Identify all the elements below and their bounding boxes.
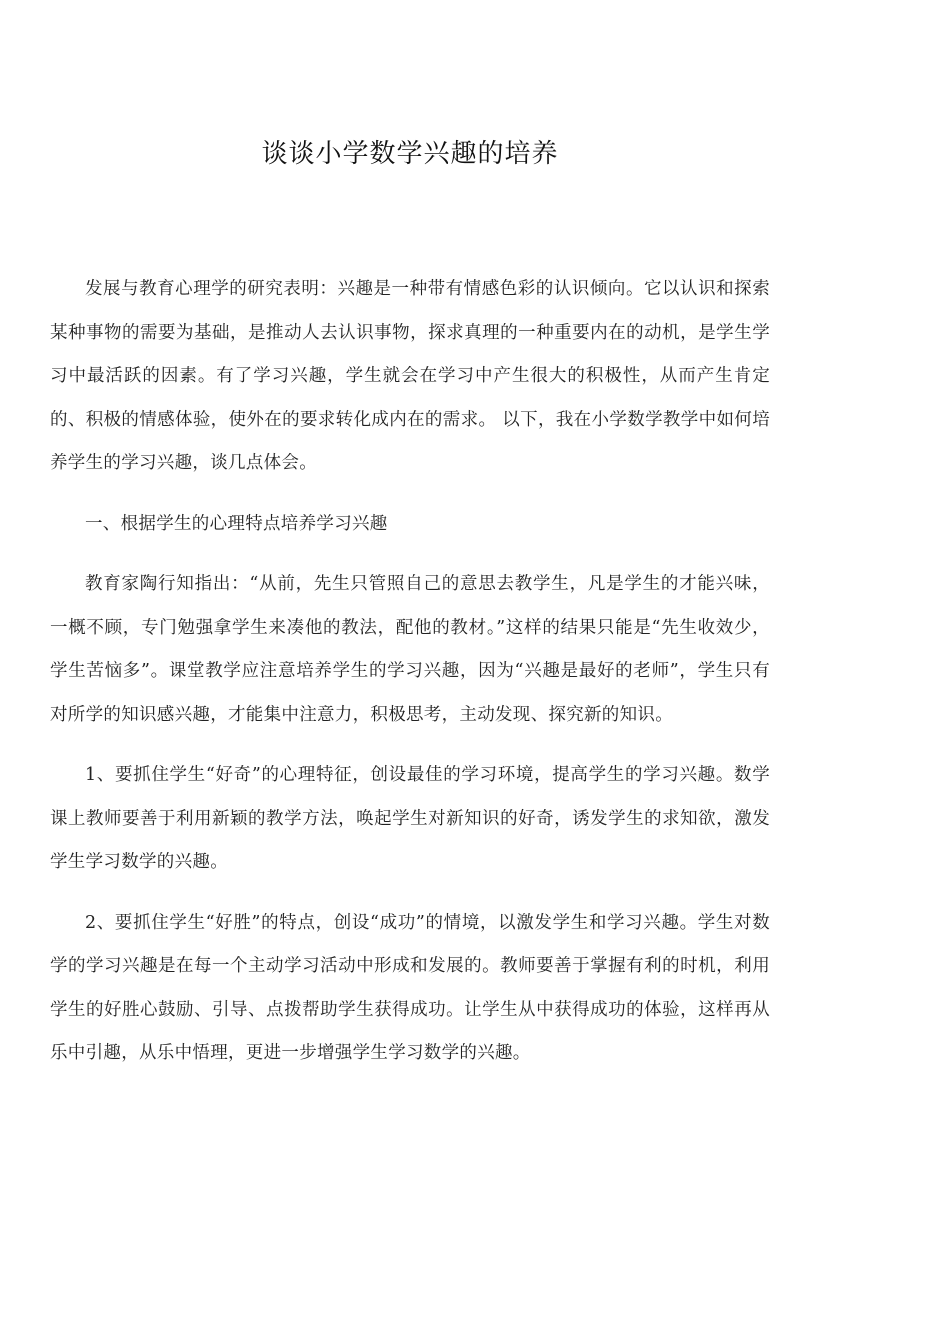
paragraph-intro: 发展与教育心理学的研究表明：兴趣是一种带有情感色彩的认识倾向。它以认识和探索某种事物的需要为基础，是推动人去认识事物，探求真理的一种重要内在的动机，是学生学习中最活跃的因素。有了学习兴趣，学生就会在学习中产生很大的积极性，从而产生肯定的、积极的情感体验，使外在的要求转化成内在的需求。 以下，我在小学数学教学中如何培养学生的学习兴趣，谈几点体会。: [50, 279, 770, 473]
paragraph-tao-xingzhi: 教育家陶行知指出：“从前，先生只管照自己的意思去教学生，凡是学生的才能兴味，一概不顾，专门勉强拿学生来凑他的教法，配他的教材。”这样的结果只能是“先生收效少，学生苦恼多”。课堂教学应注意培养学生的学习兴趣，因为“兴趣是最好的老师”，学生只有对所学的知识感兴趣，才能集中注意力，积极思考，主动发现、探究新的知识。: [50, 574, 770, 725]
section-heading-1: 一、根据学生的心理特点培养学习兴趣: [85, 513, 388, 534]
document-body: [50, 268, 770, 1076]
document-title: 谈谈小学数学兴趣的培养: [261, 139, 559, 169]
paragraph-point-1: 1、要抓住学生“好奇”的心理特征，创设最佳的学习环境，提高学生的学习兴趣。数学课上教师要善于利用新颖的教学方法，唤起学生对新知识的好奇，诱发学生的求知欲，激发学生学习数学的兴趣。: [50, 765, 770, 872]
paragraph-point-2: 2、要抓住学生“好胜”的特点，创设“成功”的情境，以激发学生和学习兴趣。学生对数学的学习兴趣是在每一个主动学习活动中形成和发展的。教师要善于掌握有利的时机，利用学生的好胜心鼓励、引导、点拨帮助学生获得成功。让学生从中获得成功的体验，这样再从乐中引趣，从乐中悟理，更进一步增强学生学习数学的兴趣。: [50, 912, 770, 1063]
